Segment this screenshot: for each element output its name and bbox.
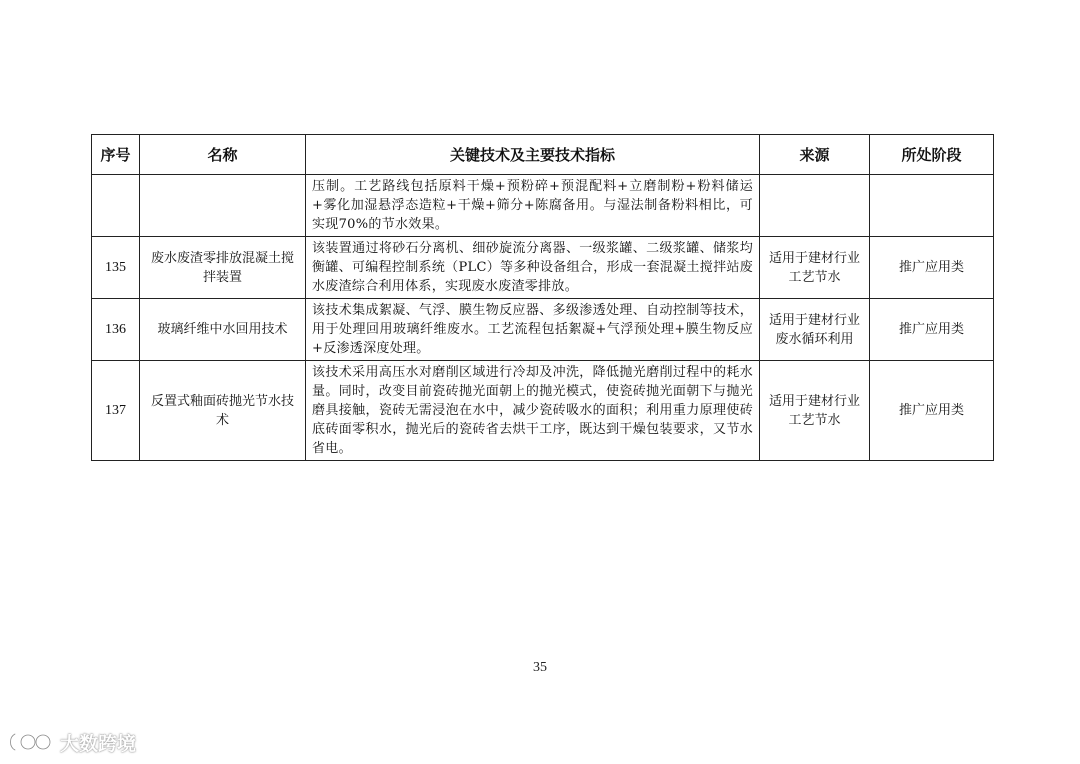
header-key-technology: 关键技术及主要技术指标 — [306, 135, 760, 175]
header-stage: 所处阶段 — [870, 135, 994, 175]
row-name: 反置式釉面砖抛光节水技术 — [140, 361, 306, 461]
watermark-text: 大数跨境 — [60, 732, 137, 755]
header-source: 来源 — [760, 135, 870, 175]
row-description: 该技术采用高压水对磨削区域进行冷却及冲洗，降低抛光磨削过程中的耗水量。同时，改变目前瓷砖抛光面朝上的抛光模式，使瓷砖抛光面朝下与抛光磨具接触，瓷砖无需浸泡在水中，减少瓷砖吸水的面积；利用重力原理使砖底砖面零积水，抛光后的瓷砖省去烘干工序，既达到干燥包装要求，又节水省电。 — [306, 361, 760, 461]
row-stage: 推广应用类 — [870, 237, 994, 299]
row-source: 适用于建材行业工艺节水 — [760, 237, 870, 299]
row-description: 该技术集成絮凝、气浮、膜生物反应器、多级渗透处理、自动控制等技术，用于处理回用玻璃纤维废水。工艺流程包括絮凝+气浮预处理+膜生物反应+反渗透深度处理。 — [306, 299, 760, 361]
header-name: 名称 — [140, 135, 306, 175]
page-number: 35 — [533, 660, 547, 675]
row-description: 该装置通过将砂石分离机、细砂旋流分离器、一级浆罐、二级浆罐、储浆均衡罐、可编程控制系统（PLC）等多种设备组合，形成一套混凝土搅拌站废水废渣综合利用体系，实现废水废渣零排放。 — [306, 237, 760, 299]
technology-table — [91, 134, 994, 461]
table-header-row — [92, 135, 994, 175]
row-source — [760, 175, 870, 237]
row-number: 135 — [92, 237, 140, 299]
row-number — [92, 175, 140, 237]
row-stage: 推广应用类 — [870, 299, 994, 361]
row-source: 适用于建材行业废水循环利用 — [760, 299, 870, 361]
row-name: 玻璃纤维中水回用技术 — [140, 299, 306, 361]
row-number: 136 — [92, 299, 140, 361]
row-stage: 推广应用类 — [870, 361, 994, 461]
table-row — [92, 299, 994, 361]
row-stage — [870, 175, 994, 237]
header-serial-number: 序号 — [92, 135, 140, 175]
row-number: 137 — [92, 361, 140, 461]
row-description: 压制。工艺路线包括原料干燥+预粉碎+预混配料+立磨制粉+粉料储运+雾化加湿悬浮态造粒+干燥+筛分+陈腐备用。与湿法制备粉料相比，可实现70%的节水效果。 — [306, 175, 760, 237]
watermark — [6, 728, 136, 756]
row-source: 适用于建材行业工艺节水 — [760, 361, 870, 461]
table-row — [92, 175, 994, 237]
chat-bubble-logo-icon — [6, 729, 56, 755]
table-row — [92, 237, 994, 299]
row-name: 废水废渣零排放混凝土搅拌装置 — [140, 237, 306, 299]
table-row — [92, 361, 994, 461]
row-name — [140, 175, 306, 237]
